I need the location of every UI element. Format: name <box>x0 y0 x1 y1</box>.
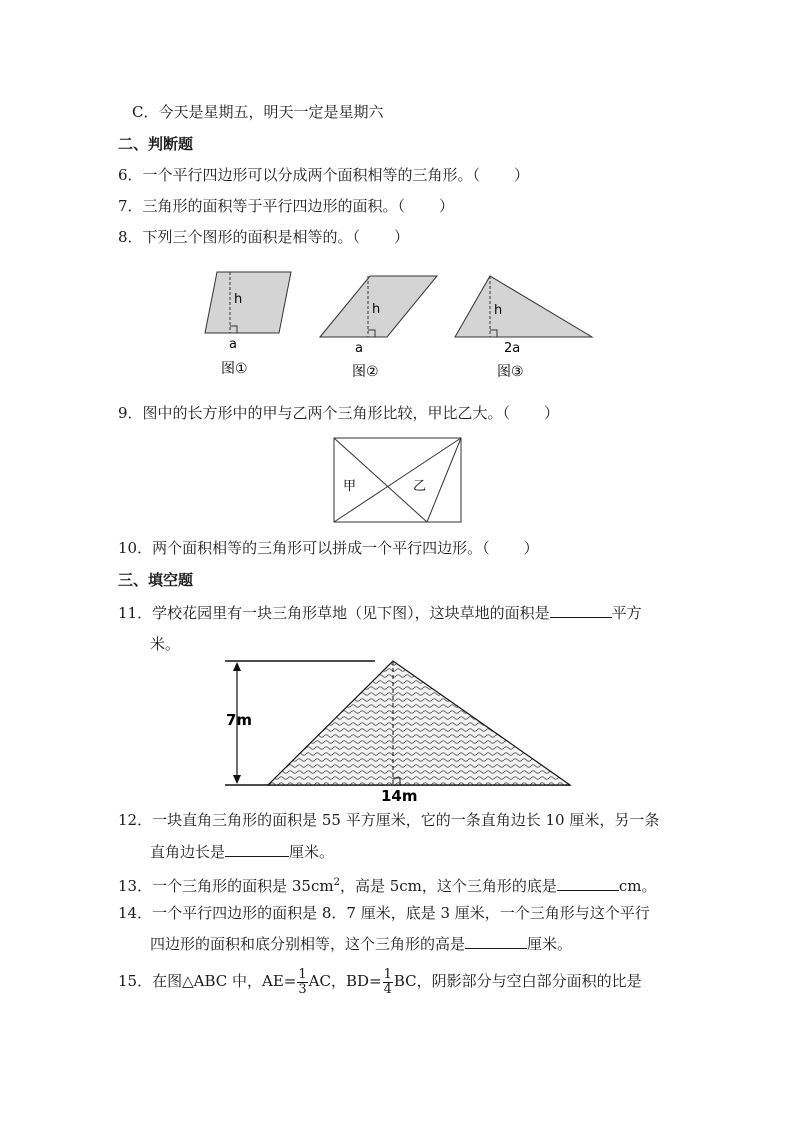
question-12-unit: 厘米。 <box>289 843 335 861</box>
fraction-one-third <box>297 968 307 997</box>
fraction-1-numerator: 1 <box>298 966 307 982</box>
question-6-text: 6．一个平行四边形可以分成两个面积相等的三角形。（ <box>118 166 481 184</box>
question-14-line-2 <box>150 934 572 954</box>
figure-1-caption: 图① <box>221 361 248 377</box>
question-15-part-2: AC，BD= <box>308 972 382 990</box>
fraction-2-denominator: 4 <box>383 981 392 997</box>
fraction-2-numerator: 1 <box>383 966 392 982</box>
question-15 <box>118 967 642 997</box>
question-15-part-3: BC，阴影部分与空白部分面积的比是 <box>393 972 642 990</box>
section-title-fill: 三、填空题 <box>118 571 194 589</box>
question-15-part-1: 15．在图△ABC 中，AE= <box>118 972 297 990</box>
figure-3-caption: 图③ <box>497 364 524 380</box>
q11-height-label: 7m <box>226 711 253 729</box>
question-13 <box>118 873 657 896</box>
question-9-close: ） <box>544 404 560 422</box>
question-10-text: 10．两个面积相等的三角形可以拼成一个平行四边形。（ <box>118 539 490 557</box>
figure-2-caption: 图② <box>352 364 379 380</box>
question-13-text: 13．一个三角形的面积是 35cm <box>118 877 334 895</box>
q11-arrow-down <box>233 775 241 784</box>
question-12-line-1: 12．一块直角三角形的面积是 55 平方厘米，它的一条直角边长 10 厘米，另一条 <box>118 811 660 829</box>
figure-1-height-label: h <box>234 292 243 307</box>
figure-1-base-label: a <box>229 337 237 352</box>
question-14-text: 四边形的面积和底分别相等，这个三角形的高是 <box>150 935 466 953</box>
question-7-close: ） <box>439 197 455 215</box>
question-14-unit: 厘米。 <box>527 935 573 953</box>
question-13-unit: cm。 <box>618 877 657 895</box>
figure-3-height-label: h <box>494 303 503 318</box>
question-11-unit: 平方 <box>611 604 642 622</box>
question-8-text: 8．下列三个图形的面积是相等的。（ <box>118 228 361 246</box>
q9-label-yi: 乙 <box>413 479 427 494</box>
question-11-text: 11．学校花园里有一块三角形草地（见下图），这块草地的面积是 <box>118 604 550 622</box>
q11-arrow-up <box>233 662 241 671</box>
question-8-close: ） <box>394 228 410 246</box>
option-c: C．今天是星期五，明天一定是星期六 <box>132 103 384 121</box>
question-11-line-2: 米。 <box>150 635 181 653</box>
fraction-1-denominator: 3 <box>298 981 307 997</box>
section-title-judgment: 二、判断题 <box>118 135 194 153</box>
answer-blank-14[interactable] <box>465 934 527 949</box>
fraction-one-fourth <box>383 968 393 997</box>
question-14-line-1: 14．一个平行四边形的面积是 8．7 厘米，底是 3 厘米，一个三角形与这个平行 <box>118 904 650 922</box>
question-7-text: 7．三角形的面积等于平行四边形的面积。（ <box>118 197 406 215</box>
q11-grass-triangle <box>268 661 570 785</box>
figure-2-base-label: a <box>355 341 363 356</box>
q9-label-jia: 甲 <box>343 479 357 494</box>
question-13-middle: ，高是 5cm，这个三角形的底是 <box>339 877 557 895</box>
answer-blank-12[interactable] <box>225 842 289 857</box>
question-10-close: ） <box>523 539 539 557</box>
q11-base-label: 14m <box>381 787 418 805</box>
question-9-text: 9．图中的长方形中的甲与乙两个三角形比较，甲比乙大。（ <box>118 404 511 422</box>
question-12-line-2 <box>150 842 334 862</box>
answer-blank-13[interactable] <box>557 876 619 891</box>
figure-2-height-label: h <box>372 302 381 317</box>
question-13-superscript: 2 <box>333 877 340 888</box>
figure-3-base-label: 2a <box>504 341 521 356</box>
question-6-close: ） <box>514 166 530 184</box>
question-12-text: 直角边长是 <box>150 843 226 861</box>
